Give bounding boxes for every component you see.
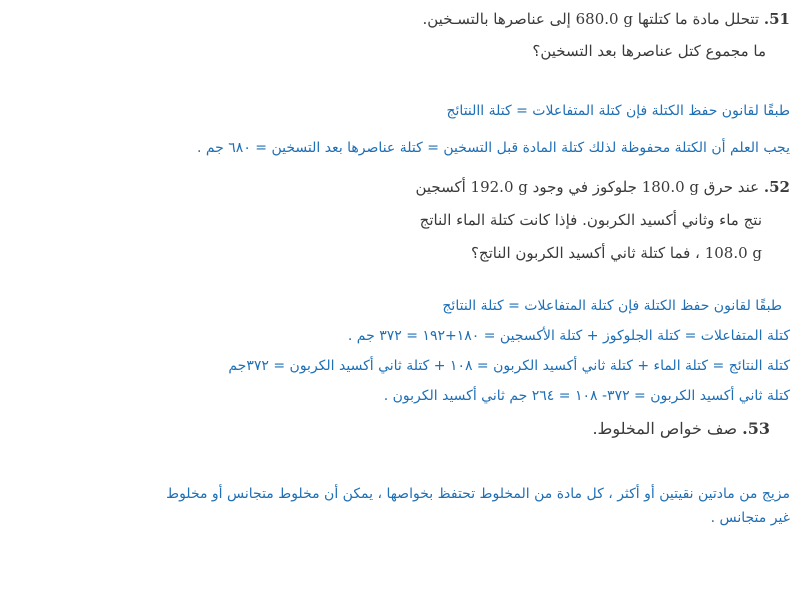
question-51-number: 51.: [763, 10, 790, 28]
question-52-text-mid: جلوكوز في وجود: [532, 178, 637, 196]
question-51-line-2: ما مجموع كتل عناصرها بعد التسخين؟: [532, 42, 766, 60]
question-53-number: 53.: [742, 419, 770, 438]
question-53-text: صف خواص المخلوط.: [592, 419, 738, 438]
question-52-mass-glucose: 180.0 g: [641, 178, 700, 196]
answer-51-line-1: طبقًا لقانون حفظ الكتلة فإن كتلة المتفاعلات = كتلة االنتائج: [446, 103, 790, 119]
question-51-text-post: إلى عناصرها بالتسـخين.: [422, 10, 571, 28]
question-52-line-3: [471, 244, 762, 262]
answer-51-line-2: يجب العلم أن الكتلة محفوظة لذلك كتلة المادة قبل التسخين = كتلة عناصرها بعد التسخين = ٦٨٠ جم .: [196, 140, 790, 156]
question-51-line-1: [422, 10, 790, 28]
answer-52-line-1: طبقًا لقانون حفظ الكتلة فإن كتلة المتفاعلات = كتلة النتائج: [442, 298, 782, 314]
question-52-text-line-3: ، فما كتلة ثاني أكسيد الكربون الناتج؟: [470, 244, 700, 262]
question-53-line: [592, 419, 770, 438]
question-52-line-2: نتج ماء وثاني أكسيد الكربون. فإذا كانت كتلة الماء الناتج: [419, 211, 762, 229]
question-52-text-post: أكسجين: [415, 178, 466, 196]
answer-53-line-2: غير متجانس .: [710, 510, 790, 526]
question-52-text-pre: عند حرق: [703, 178, 760, 196]
answer-53-line-1: مزيج من مادتين نقيتين أو أكثر ، كل مادة من المخلوط تحتفظ بخواصها ، يمكن أن مخلوط متجانس أو مخلوط: [166, 486, 790, 502]
question-51-mass: 680.0 g: [575, 10, 633, 28]
answer-52-line-3: كتلة النتائج = كتلة الماء + كتلة ثاني أكسيد الكربون = ١٠٨ + كتلة ثاني أكسيد الكربون = ٣٧٢جم: [228, 358, 790, 374]
question-52-mass-water: 108.0 g: [704, 244, 762, 262]
question-52-number: 52.: [763, 178, 790, 196]
question-52-mass-oxygen: 192.0 g: [470, 178, 528, 196]
answer-52-line-4: كتلة ثاني أكسيد الكربون = ٣٧٢- ١٠٨ = ٢٦٤ جم ثاني أكسيد الكربون .: [383, 388, 790, 404]
answer-52-line-2: كتلة المتفاعلات = كتلة الجلوكوز + كتلة الأكسجين = ١٨٠+١٩٢ = ٣٧٢ جم .: [347, 328, 790, 344]
question-52-line-1: [415, 178, 790, 196]
question-51-text-pre: تتحلل مادة ما كتلتها: [637, 10, 760, 28]
